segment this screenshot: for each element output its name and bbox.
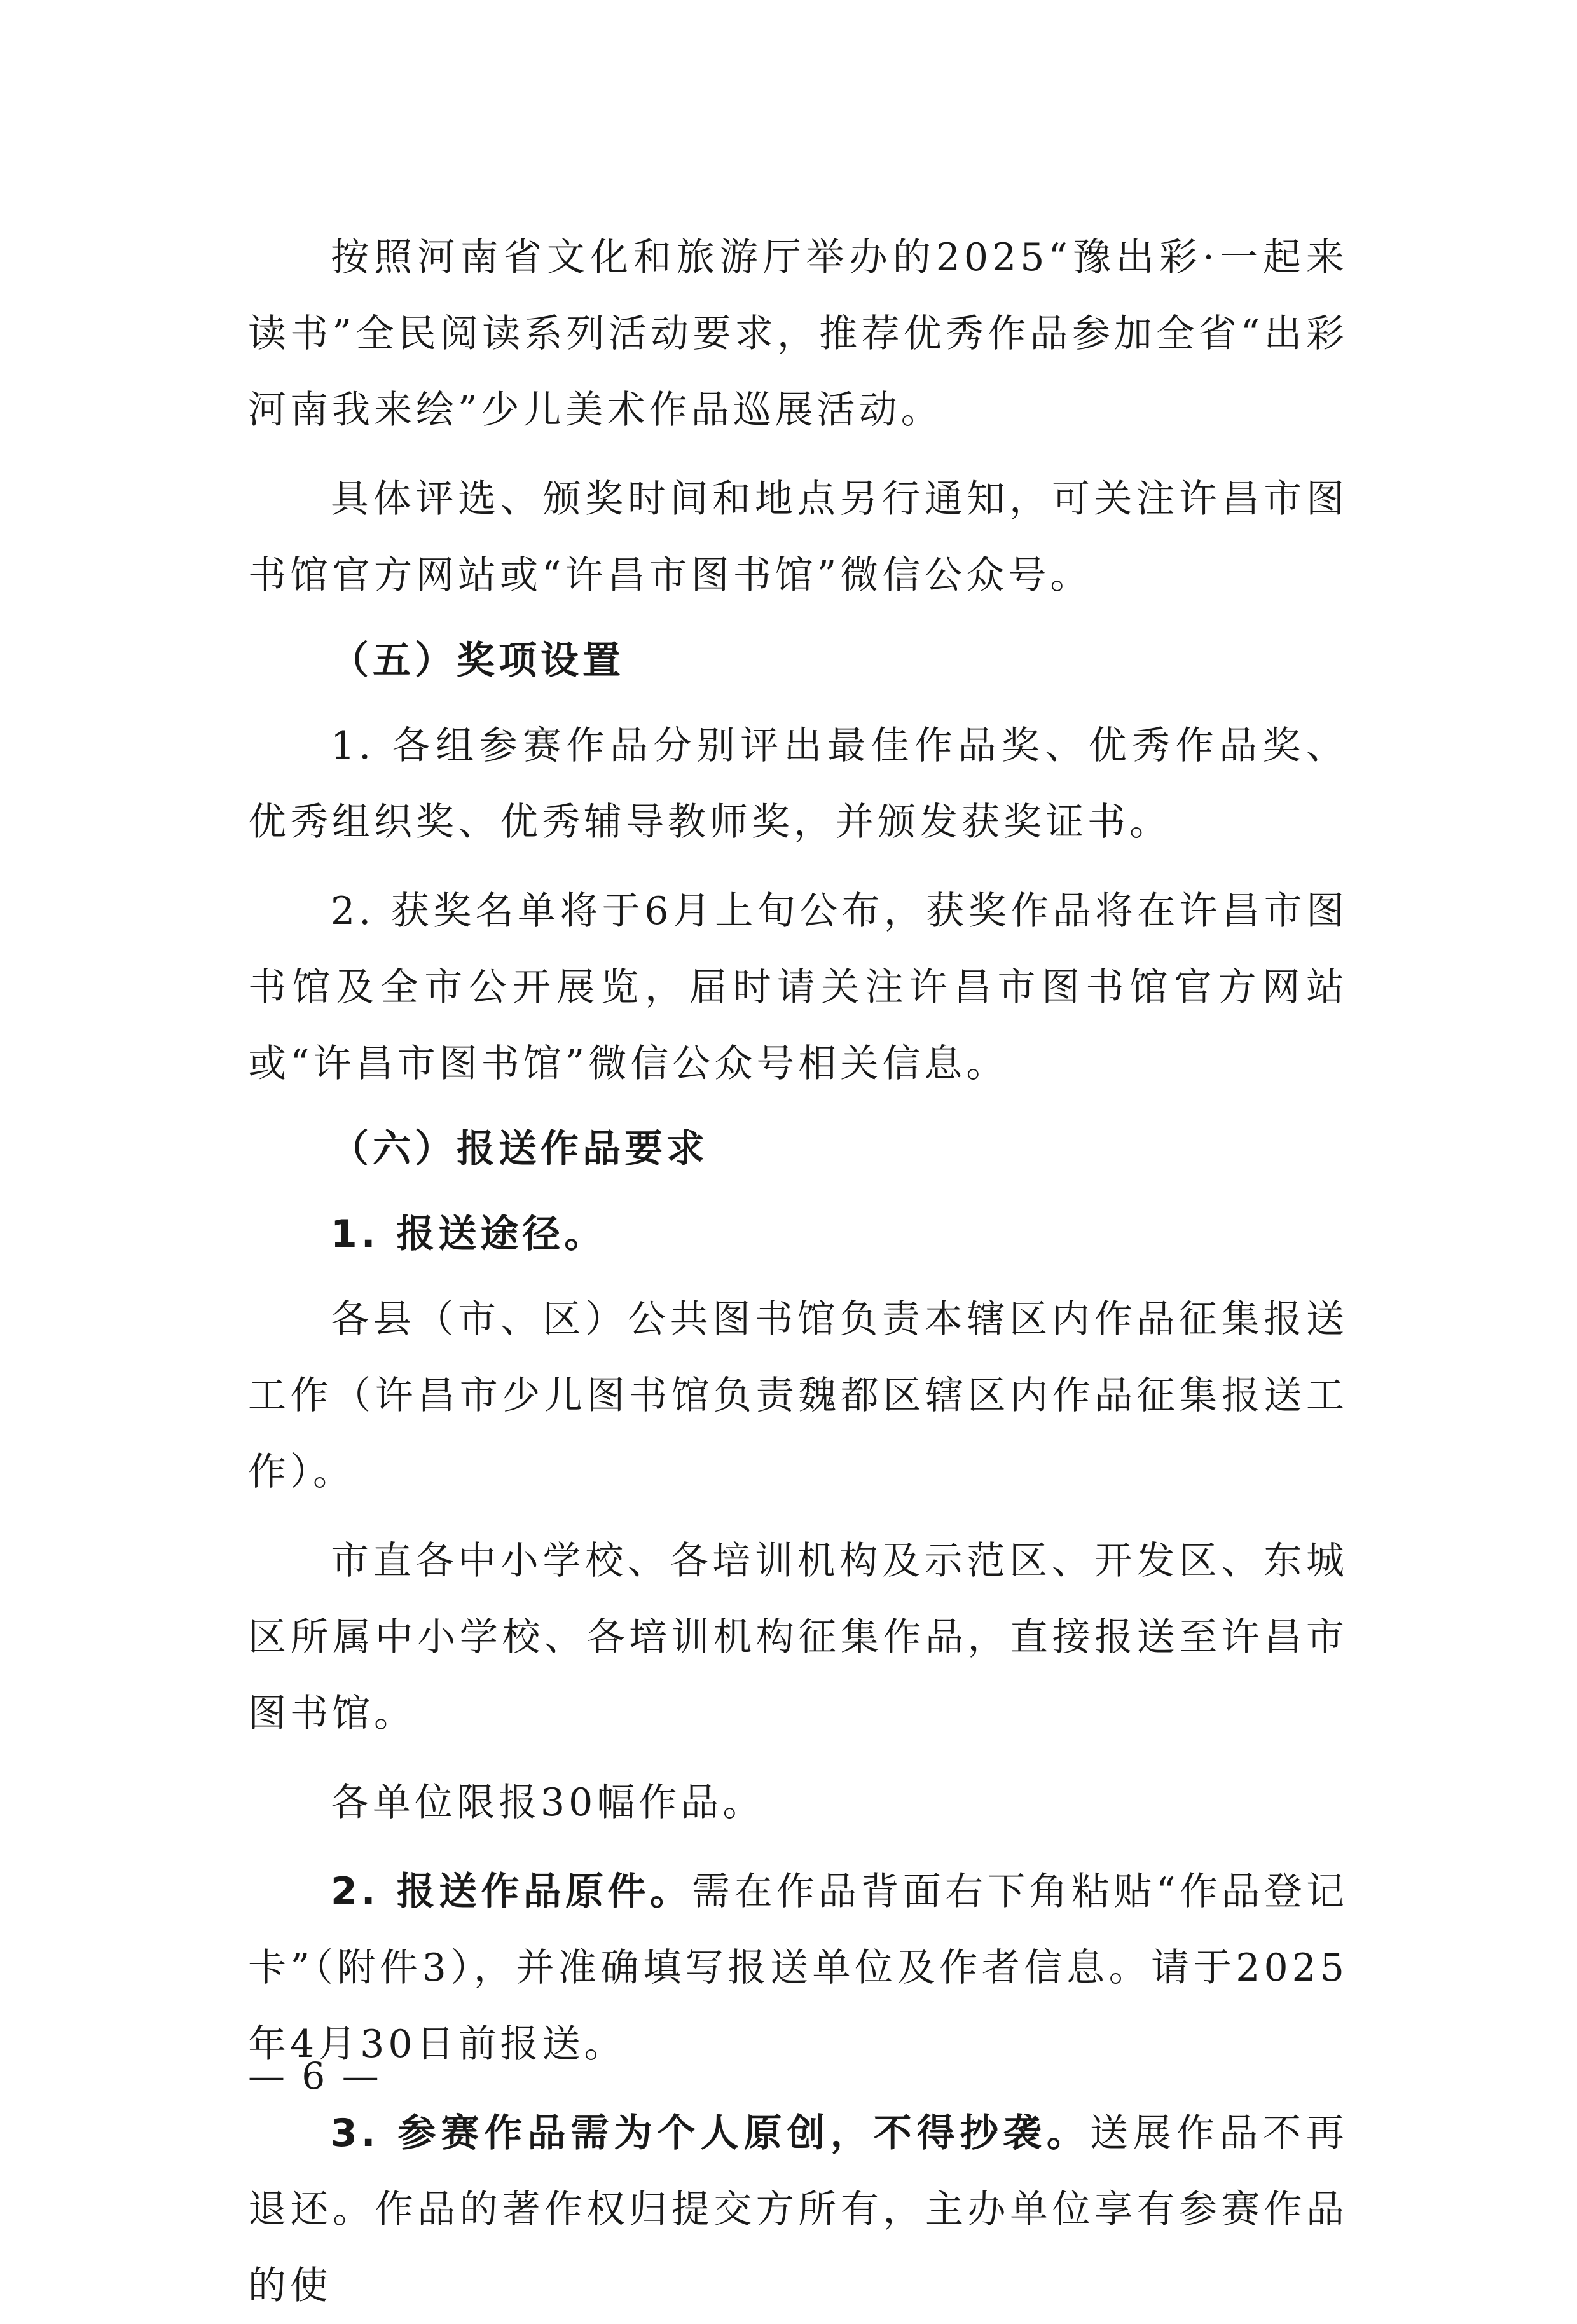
section-heading-awards: （五）奖项设置 [331, 638, 624, 683]
document-body [248, 219, 1348, 2324]
paragraph-reading-activity: 按照河南省文化和旅游厅举办的2025“豫出彩·一起来读书”全民阅读系列活动要求，推荐优秀作品参加全省“出彩河南我来绘”少儿美术作品巡展活动。 [248, 235, 1348, 432]
original-works-text: 需在作品背面右下角粘贴“作品登记卡”（附件3），并准确填写报送单位及作者信息。请于2025年4月30日前报送。 [248, 1869, 1348, 2066]
paragraph-originality [248, 2095, 1348, 2324]
section-heading-submission: （六）报送作品要求 [331, 1127, 708, 1171]
subheading-originality: 3. 参赛作品需为个人原创，不得抄袭。 [331, 2111, 1090, 2156]
paragraph-award-1: 1. 各组参赛作品分别评出最佳作品奖、优秀作品奖、优秀组织奖、优秀辅导教师奖，并颁发获奖证书。 [248, 724, 1348, 844]
paragraph-city-schools: 市直各中小学校、各培训机构及示范区、开发区、东城区所属中小学校、各培训机构征集作品，直接报送至许昌市图书馆。 [248, 1539, 1348, 1736]
paragraph-original-works [248, 1853, 1348, 2082]
paragraph-submission-limit: 各单位限报30幅作品。 [331, 1780, 765, 1825]
paragraph-award-2: 2. 获奖名单将于6月上旬公布，获奖作品将在许昌市图书馆及全市公开展览，届时请关注许昌市图书馆官方网站或“许昌市图书馆”微信公众号相关信息。 [248, 889, 1348, 1086]
paragraph-notice: 具体评选、颁奖时间和地点另行通知，可关注许昌市图书馆官方网站或“许昌市图书馆”微信公众号。 [248, 477, 1348, 598]
page-number: — 6 — [248, 2054, 382, 2098]
subheading-submission-route: 1. 报送途径。 [331, 1212, 607, 1256]
paragraph-county-libraries: 各县（市、区）公共图书馆负责本辖区内作品征集报送工作（许昌市少儿图书馆负责魏都区辖区内作品征集报送工作）。 [248, 1297, 1348, 1494]
originality-text: 送展作品不再退还。作品的著作权归提交方所有，主办单位享有参赛作品的使 [248, 2111, 1349, 2308]
subheading-original-works: 2. 报送作品原件。 [331, 1869, 692, 1914]
